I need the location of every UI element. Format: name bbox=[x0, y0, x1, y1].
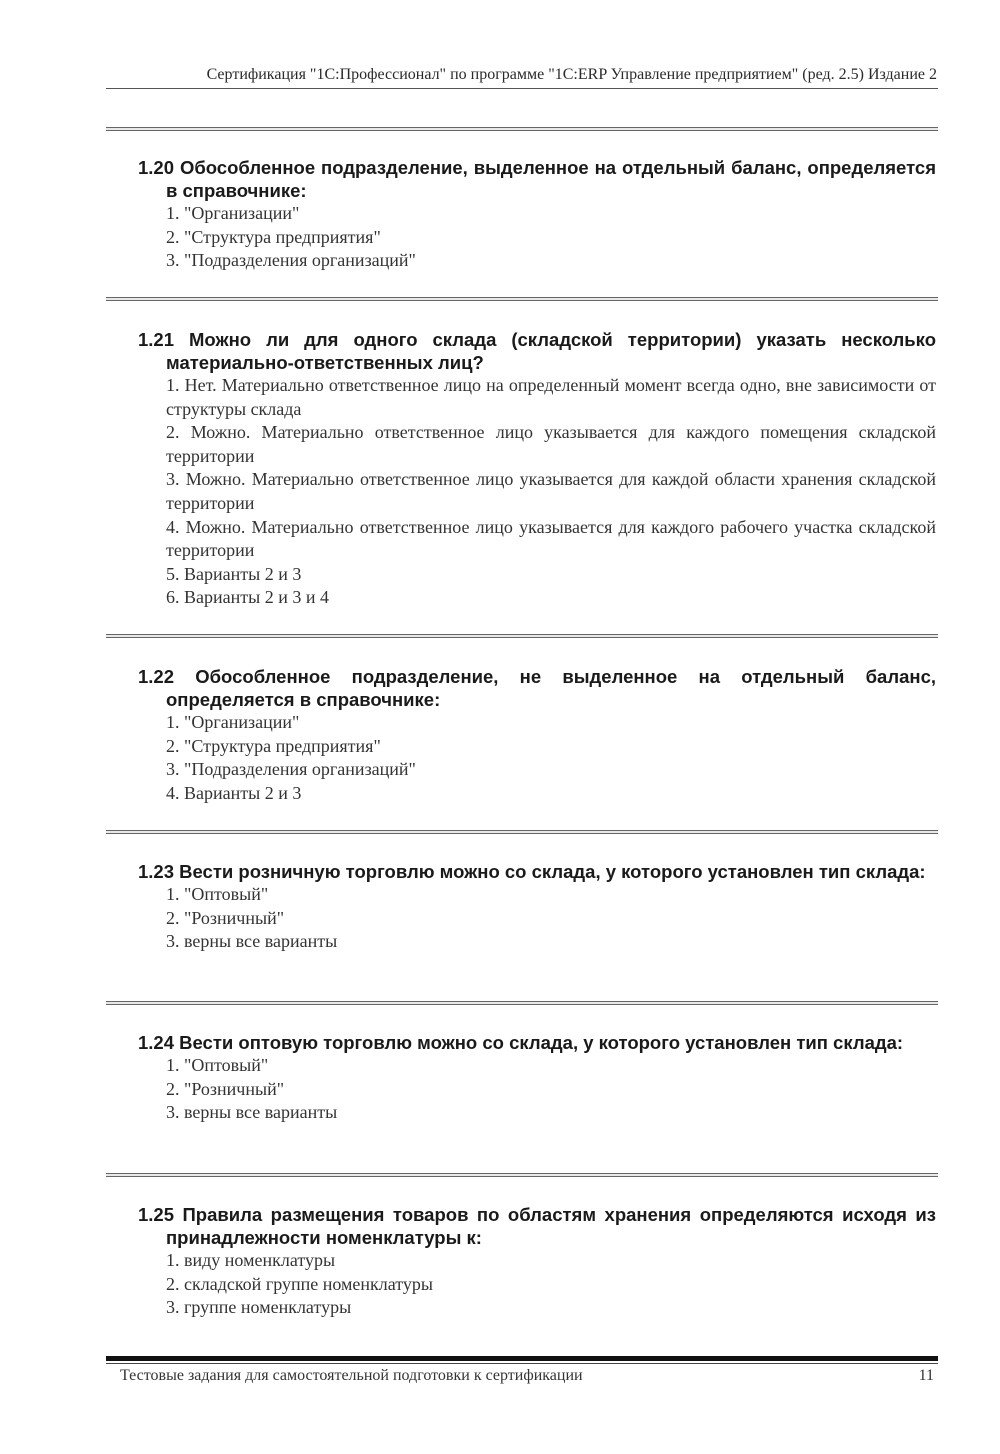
options-list bbox=[138, 1054, 936, 1125]
question-1-22 bbox=[138, 665, 936, 805]
separator bbox=[106, 127, 938, 131]
answer-option: 2. "Розничный" bbox=[166, 907, 285, 928]
options-list bbox=[138, 202, 936, 273]
answer-option: 1. "Оптовый" bbox=[166, 1055, 269, 1075]
separator bbox=[106, 634, 938, 638]
question-title: 1.25 Правила размещения товаров по областям хранения определяются исходя из принадлежности номенклатуры к: bbox=[138, 1204, 936, 1248]
question-title: 1.20 Обособленное подразделение, выделенное на отдельный баланс, определяется в справочнике: bbox=[138, 157, 936, 201]
answer-option: 4. Варианты 2 и 3 bbox=[166, 782, 302, 803]
question-title: 1.23 Вести розничную торговлю можно со склада, у которого установлен тип склада: bbox=[138, 861, 926, 882]
answer-option: 1. Нет. Материально ответственное лицо на определенный момент всегда одно, вне зависимости от структуры склада bbox=[166, 375, 936, 419]
answer-option: 1. виду номенклатуры bbox=[166, 1250, 336, 1270]
options-list bbox=[138, 711, 936, 805]
answer-option: 1. "Организации" bbox=[166, 203, 300, 223]
question-title: 1.22 Обособленное подразделение, не выделенное на отдельный баланс, определяется в справочнике: bbox=[138, 666, 936, 710]
options-list bbox=[138, 883, 936, 954]
answer-option: 3. верны все варианты bbox=[166, 1102, 338, 1123]
footer-text: Тестовые задания для самостоятельной подготовки к сертификации bbox=[120, 1367, 583, 1384]
answer-option: 2. складской группе номенклатуры bbox=[166, 1273, 433, 1294]
question-title: 1.21 Можно ли для одного склада (складской территории) указать несколько материально-ответственных лиц? bbox=[138, 329, 936, 373]
question-title: 1.24 Вести оптовую торговлю можно со склада, у которого установлен тип склада: bbox=[138, 1032, 904, 1053]
answer-option: 1. "Организации" bbox=[166, 712, 300, 732]
running-header: Сертификация "1С:Профессионал" по программе "1С:ERP Управление предприятием" (ред. 2.5) Издание 2 bbox=[206, 66, 937, 83]
answer-option: 3. верны все варианты bbox=[166, 931, 338, 952]
answer-option: 2. "Структура предприятия" bbox=[166, 226, 381, 247]
footer-rule-thin bbox=[106, 1363, 938, 1364]
separator bbox=[106, 1173, 938, 1177]
question-1-23 bbox=[138, 860, 936, 954]
answer-option: 2. "Розничный" bbox=[166, 1078, 285, 1099]
answer-option: 2. "Структура предприятия" bbox=[166, 735, 381, 756]
page-number: 11 bbox=[918, 1367, 934, 1384]
answer-option: 4. Можно. Материально ответственное лицо указывается для каждого рабочего участка складской территории bbox=[166, 516, 936, 561]
question-1-25 bbox=[138, 1203, 936, 1320]
footer-rule bbox=[106, 1356, 938, 1361]
answer-option: 5. Варианты 2 и 3 bbox=[166, 563, 302, 584]
question-1-24 bbox=[138, 1031, 936, 1125]
question-1-21 bbox=[138, 328, 936, 610]
header-rule bbox=[106, 88, 938, 89]
question-1-20 bbox=[138, 156, 936, 273]
answer-option: 1. "Оптовый" bbox=[166, 884, 269, 904]
answer-option: 3. "Подразделения организаций" bbox=[166, 250, 416, 271]
answer-option: 3. "Подразделения организаций" bbox=[166, 759, 416, 780]
answer-option: 3. Можно. Материально ответственное лицо указывается для каждой области хранения складской территории bbox=[166, 469, 936, 513]
options-list bbox=[138, 1249, 936, 1320]
answer-option: 2. Можно. Материально ответственное лицо указывается для каждого помещения складской территории bbox=[166, 422, 936, 466]
options-list bbox=[138, 374, 936, 610]
answer-option: 6. Варианты 2 и 3 и 4 bbox=[166, 587, 329, 608]
separator bbox=[106, 830, 938, 834]
separator bbox=[106, 297, 938, 301]
separator bbox=[106, 1001, 938, 1005]
answer-option: 3. группе номенклатуры bbox=[166, 1297, 352, 1318]
